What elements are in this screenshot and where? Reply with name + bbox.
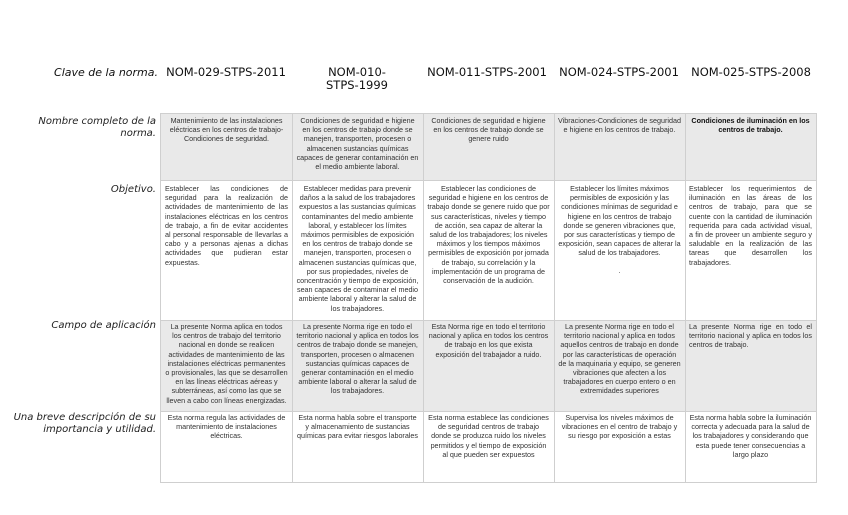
comparison-table (160, 113, 817, 483)
cell-objetivo-nom-010: Establecer medidas para prevenir daños a la salud de los trabajadores expuestos a las sustancias químicas contaminantes del medio ambiente laboral, y establecer los límites máximos permisibles de exposición en los centros de trabajo donde se manejen, transporten, procesen o almacenen sustancias químicas que, por sus propiedades, niveles de concentración y tiempo de exposición, sean capaces de contaminar el medio ambiente laboral y alterar la salud de los trabajadores. (296, 184, 419, 313)
cell-campo-nom-029: La presente Norma aplica en todos los centros de trabajo del territorio nacional en donde se realicen actividades de mantenimiento de las instalaciones eléctricas permanentes o provisionales, las que se desarrollen en las líneas eléctricas aéreas y subterráneas, así como las que se lleven a cabo con líneas energizadas. (165, 322, 288, 405)
cell-objetivo-nom-011: Establecer las condiciones de seguridad e higiene en los centros de trabajo donde se genere ruido que por sus características, niveles y tiempo de acción, sea capaz de alterar la salud de los trabajadores; los niveles máximos y los tiempos máximos permisibles de exposición por jornada de trabajo, su correlación y la implementación de un programa de conservación de la audición. (427, 184, 550, 286)
cell-objetivo-nom-025: Establecer los requerimientos de iluminación en las áreas de los centros de trabajo, para que se cuente con la cantidad de iluminación requerida para cada actividad visual, a fin de proveer un ambiente seguro y saludable en la realización de las tareas que desarrollen los trabajadores. (689, 184, 812, 267)
cell-importancia-nom-029: Esta norma regula las actividades de mantenimiento de instalaciones eléctricas. (167, 413, 286, 441)
cell-objetivo-nom-029: Establecer las condiciones de seguridad para la realización de actividades de mantenimiento de las instalaciones eléctricas en los centros de trabajo, a fin de evitar accidentes al personal responsable de llevarlas a cabo y a personas ajenas a dichas actividades que pudieran estar expuestas. (165, 184, 288, 267)
cell-importancia-nom-011: Esta norma establece las condiciones de seguridad centros de trabajo donde se produzca ruido los niveles permitidos y el tiempo de exposición al que pueden ser expuestos (428, 413, 549, 459)
row-label-importancia: Una breve descripción de su importancia y utilidad. (13, 412, 156, 435)
col-head-nom-029: NOM-029-STPS-2011 (166, 65, 286, 79)
col-head-nom-011: NOM-011-STPS-2001 (427, 65, 547, 79)
col-head-nom-010: NOM-010-STPS-1999 (326, 65, 388, 92)
cell-importancia-nom-024: Supervisa los niveles máximos de vibraciones en el centro de trabajo y su riesgo por exposición a estas (561, 413, 678, 441)
row-divider (161, 411, 816, 412)
row-divider (161, 180, 816, 181)
cell-campo-nom-010: La presente Norma rige en todo el territorio nacional y aplica en todos los centros de trabajo donde se manejen, transporten, procesen o almacenen sustancias químicas capaces de generar contaminación en el medio ambiente laboral o alterar la salud de los trabajadores. (296, 322, 419, 396)
cell-campo-nom-025: La presente Norma rige en todo el territorio nacional y aplica en todos los centros de trabajo. (689, 322, 812, 350)
cell-objetivo-nom-024-extra: . (618, 266, 621, 275)
row-divider (161, 320, 816, 321)
cell-objetivo-nom-024: Establecer los límites máximos permisibles de exposición y las condiciones mínimas de seguridad e higiene en los centros de trabajo donde se generen vibraciones que, por sus características y tiempo de exposición, sean capaces de alterar la salud de los trabajadores. (558, 184, 681, 258)
cell-campo-nom-011: Esta Norma rige en todo el territorio nacional y aplica en todos los centros de trabajo en los que exista exposición del trabajador a ruido. (428, 322, 549, 359)
cell-campo-nom-024: La presente Norma rige en todo el territorio nacional y aplica en todos aquellos centros de trabajo en donde por las características de operación de la maquinaria y equipo, se generen vibraciones que afecten a los trabajadores en cuerpo entero o en extremidades superiores (558, 322, 681, 396)
row-label-objetivo: Objetivo. (110, 184, 156, 195)
cell-nombre-nom-010: Condiciones de seguridad e higiene en los centros de trabajo donde se manejen, transporten, procesen o almacenen sustancias químicas capaces de generar contaminación en el medio ambiente laboral. (296, 116, 419, 172)
cell-nombre-nom-011: Condiciones de seguridad e higiene en los centros de trabajo donde se genere ruido (431, 116, 546, 144)
cell-nombre-nom-025: Condiciones de iluminación en los centros de trabajo. (691, 116, 810, 135)
row-label-campo: Campo de aplicación (51, 320, 156, 331)
cell-importancia-nom-025: Esta norma habla sobre la iluminación correcta y adecuada para la salud de los trabajadores y considerando que esta puede tener consecuencias a largo plazo (689, 413, 812, 459)
row-label-nombre: Nombre completo de la norma. (38, 116, 156, 139)
key-label: Clave de la norma. (54, 66, 158, 79)
cell-importancia-nom-010: Esta norma habla sobre el transporte y almacenamiento de sustancias químicas para evitar riesgos laborales (296, 413, 419, 441)
col-head-nom-025: NOM-025-STPS-2008 (691, 65, 811, 79)
col-head-nom-024: NOM-024-STPS-2001 (559, 65, 679, 79)
cell-nombre-nom-029: Mantenimiento de las instalaciones eléctricas en los centros de trabajo-Condiciones de seguridad. (169, 116, 284, 144)
cell-nombre-nom-024: Vibraciones-Condiciones de seguridad e higiene en los centros de trabajo. (558, 116, 681, 135)
